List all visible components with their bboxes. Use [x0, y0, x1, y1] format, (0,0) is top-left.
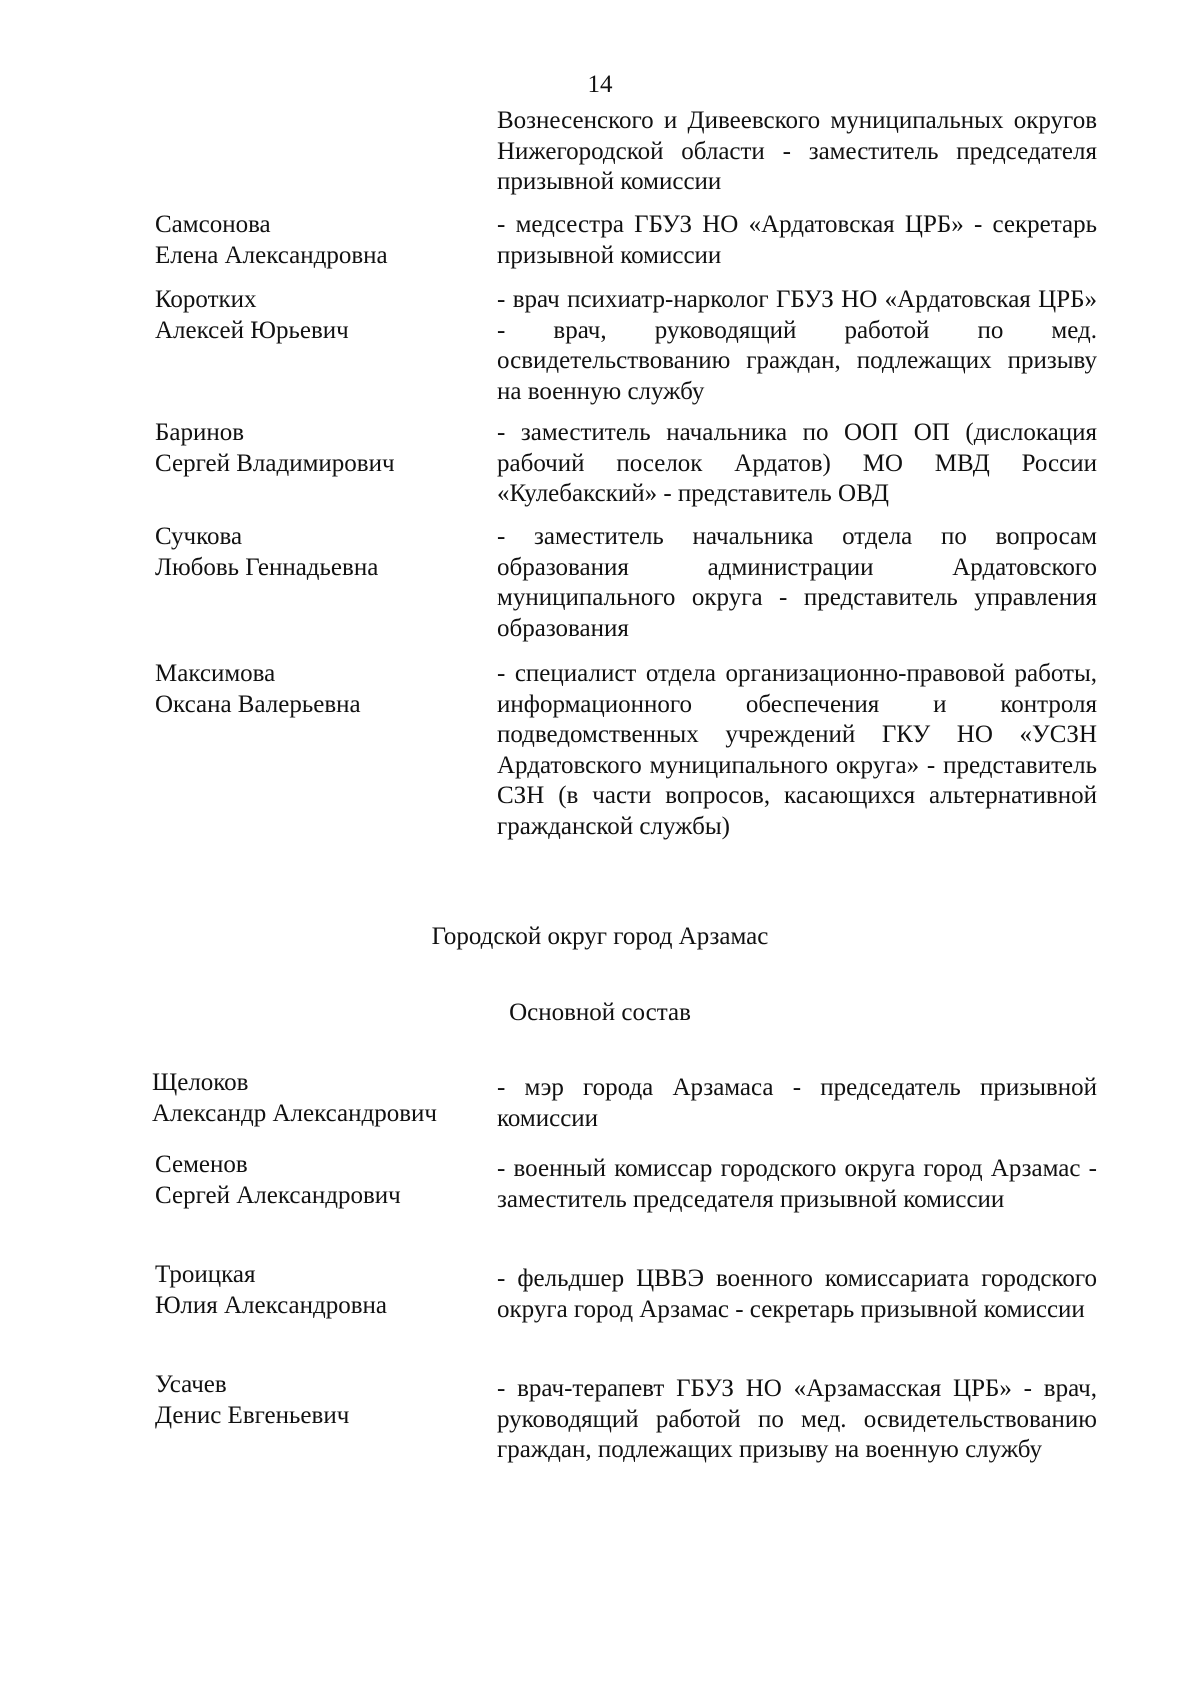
member-given-names: Юлия Александровна	[155, 1291, 387, 1319]
member-surname: Щелоков	[152, 1069, 249, 1096]
member-given-names: Елена Александровна	[155, 241, 388, 269]
member-role: - фельдшер ЦВВЭ военного комиссариата городского округа город Арзамас - секретарь призывной комиссии	[497, 1265, 1097, 1323]
member-given-names: Алексей Юрьевич	[155, 316, 349, 344]
page-number: 14	[587, 71, 613, 98]
member-surname: Троицкая	[155, 1261, 256, 1288]
member-surname: Сучкова	[155, 523, 243, 550]
member-role: - врач психиатр-нарколог ГБУЗ НО «Ардатовская ЦРБ» - врач, руководящий работой по мед. освидетельствованию граждан, подлежащих призыву на военную службу	[497, 286, 1097, 405]
member-name	[155, 522, 485, 583]
member-name	[155, 659, 485, 720]
member-role: - медсестра ГБУЗ НО «Ардатовская ЦРБ» - секретарь призывной комиссии	[497, 211, 1097, 269]
member-surname: Семенов	[155, 1151, 248, 1178]
member-name	[155, 1260, 485, 1321]
member-name	[152, 1068, 482, 1129]
member-surname: Максимова	[155, 660, 276, 687]
subsection-title: Основной состав	[509, 999, 691, 1026]
member-role: - специалист отдела организационно-правовой работы, информационного обеспечения и контроля подведомственных учреждений ГКУ НО «УСЗН Ардатовского муниципального округа» - представитель СЗН (в части вопросов, касающихся альтернативной гражданской службы)	[497, 660, 1097, 840]
member-given-names: Оксана Валерьевна	[155, 690, 361, 718]
member-role: - врач-терапевт ГБУЗ НО «Арзамасская ЦРБ» - врач, руководящий работой по мед. освидетельствованию граждан, подлежащих призыву на военную службу	[497, 1375, 1097, 1463]
member-name	[155, 1150, 485, 1211]
member-name	[155, 285, 485, 346]
member-role: - заместитель начальника отдела по вопросам образования администрации Ардатовского муниципального округа - представитель управления образования	[497, 523, 1097, 642]
member-given-names: Сергей Александрович	[155, 1181, 401, 1209]
section-title: Городской округ город Арзамас	[431, 923, 769, 950]
member-given-names: Александр Александрович	[152, 1099, 437, 1127]
member-role: - военный комиссар городского округа город Арзамас - заместитель председателя призывной комиссии	[497, 1155, 1097, 1213]
intro-continuation: Вознесенского и Дивеевского муниципальных округов Нижегородской области - заместитель председателя призывной комиссии	[497, 107, 1097, 195]
member-given-names: Любовь Геннадьевна	[155, 553, 379, 581]
member-surname: Баринов	[155, 419, 245, 446]
member-role: - заместитель начальника по ООП ОП (дислокация рабочий поселок Ардатов) МО МВД России «Кулебакский» - представитель ОВД	[497, 419, 1097, 507]
member-given-names: Денис Евгеньевич	[155, 1401, 350, 1429]
member-name	[155, 210, 485, 271]
member-name	[155, 1370, 485, 1431]
member-surname: Усачев	[155, 1371, 227, 1398]
member-name	[155, 418, 485, 479]
member-surname: Коротких	[155, 286, 257, 313]
member-surname: Самсонова	[155, 211, 271, 238]
member-role: - мэр города Арзамаса - председатель призывной комиссии	[497, 1074, 1097, 1132]
member-given-names: Сергей Владимирович	[155, 449, 395, 477]
